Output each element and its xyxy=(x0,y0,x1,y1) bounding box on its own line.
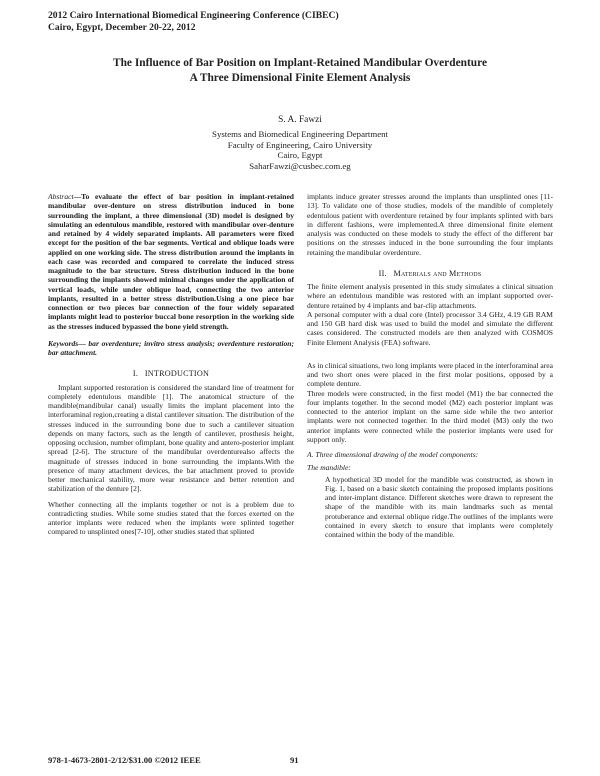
methods-paragraph-2: A personal computer with a dual core (Intel) processor 3.4 GHz, 4.19 GB RAM and 150 GB hard disk was used to build the model and simulate the different cases considered. The constructed models are then analyzed with COSMOS Finite Element Analysis (FEA) software. xyxy=(307,309,553,347)
mandible-paragraph: A hypothetical 3D model for the mandible was constructed, as shown in Fig. 1, based on a basic sketch containing the proposed implants positions and inter-implant distance. Different sketches were drawn to represent the shape of the mandible with its main landmarks such as mental protuberance and external oblique ridge.The outlines of the implants were contained in every sketch to ensure that implants were completely contained within the body of the mandible. xyxy=(325,474,553,539)
right-paragraph-1: implants induce greater stresses around the implants than unsplinted ones [11-13]. To validate one of those studies, models of the mandible of completely edentulous patient with overdenture retained by four implants splinted with bars in different fashions, were implemented.A three dimensional finite element analysis was conducted on these models to study the effect of the different bar positions on the stresses induced in the bone surrounding the four implants retaining the mandibular overdenture. xyxy=(307,192,553,257)
author-email: SaharFawzi@cusbec.com.eg xyxy=(249,160,351,171)
abstract xyxy=(48,192,294,331)
footer-isbn: 978-1-4673-2801-2/12/$31.00 ©2012 IEEE xyxy=(48,755,201,765)
heading-text: Materials and Methods xyxy=(393,268,482,278)
intro-paragraph-1: Implant supported restoration is considered the standard line of treatment for completely edentulous mandible [1]. The anatomical structure of the mandible(mandibular canal) usually limits the implant placement into the interforaminal region,creating a distal cantilever situation. The distribution of the stresses induced in the surrounding bone due to such a cantilever situation depends on many factors, such as the length of cantilever, prosthesis height, opposing occlusion, number ofimplant, bone quality and antero-posterior implant spread [2-6]. The structure of the mandibular overdenturealso affects the magnitude of stresses induced in bone surrounding the implants.With the presence of many attachment devices, the bar attachment proved to provide better mechanical stability, more wear resistance and better retention and stabilization of the denture [2]. xyxy=(48,382,294,494)
author-block xyxy=(0,115,600,171)
right-column xyxy=(307,192,553,539)
methods-paragraph-3: As in clinical situations, two long implants were placed in the interforaminal area and two short ones were placed in the first molar positions, opposed by a complete denture. xyxy=(307,360,553,389)
subsection-heading-a: A. Three dimensional drawing of the model components: xyxy=(307,450,479,459)
conference-location: Cairo, Egypt, December 20-22, 2012 xyxy=(48,22,196,33)
page-number: 91 xyxy=(290,755,299,765)
author-faculty: Faculty of Engineering, Cairo University xyxy=(227,139,373,150)
author-name: S. A. Fawzi xyxy=(278,115,322,125)
author-department: Systems and Biomedical Engineering Department xyxy=(212,129,388,140)
heading-number: II. xyxy=(378,268,387,278)
intro-paragraph-2: Whether connecting all the implants together or not is a problem due to contradicting studies. While some studies stated that the forces exerted on the anterior implants were reduced when the implants were splinted together compared to unsplinted ones[7-10], other studies stated that splinted xyxy=(48,499,294,537)
paper-title xyxy=(0,56,600,85)
conference-header xyxy=(48,10,339,34)
methods-paragraph-4: Three models were constructed, in the first model (M1) the bar connected the four implants together. In the second model (M2) each posterior implant was connected to the anterior implant on the same side while the two anterior implants were not connected together. In the third model (M3) only the two anterior implants were connected while the posterior implants were used for support only. xyxy=(307,388,553,444)
methods-paragraph-1: The finite element analysis presented in this study simulates a clinical situation where an edentulous mandible was restored with an implant supported over-denture retained by 4 implants and bar-clip attachments. xyxy=(307,282,553,310)
heading-text: INTRODUCTION xyxy=(144,369,210,379)
section-heading-methods xyxy=(307,269,553,278)
conference-name: 2012 Cairo International Biomedical Engineering Conference (CIBEC) xyxy=(48,10,339,21)
heading-number: I. xyxy=(132,369,139,379)
abstract-text: —To evaluate the effect of bar position in implant-retained mandibular over-denture on stress distribution induced in bone surrounding the implant, a three dimensional (3D) model is designed by simulating an edentulous mandible, restored with mandibular over-denture and retained by 4 widely separated implants. All parameters were fixed except for the position of the bar segments. Vertical and oblique loads were applied on one working side. The stress distribution around the implants in each case was recorded and compared to correlate the induced stress magnitude to the bar structure. Stress distribution induced in the bone surrounding the implants showed minimal changes under the application of vertical loads, while under oblique load, connecting the two anterior implants, resulted in a better stress distribution.Using a one piece bar connection or two pieces bar connection of the four widely separated implants might lead to posterior buccal bone resorption in the working side as the stresses induced bypassed the bone yield strength. xyxy=(48,192,294,331)
left-column xyxy=(48,192,294,537)
title-line-2: A Three Dimensional Finite Element Analysis xyxy=(189,71,411,84)
subsubsection-heading-mandible: The mandible: xyxy=(307,463,351,473)
author-city: Cairo, Egypt xyxy=(277,150,323,161)
title-line-1: The Influence of Bar Position on Implant-Retained Mandibular Overdenture xyxy=(112,57,488,69)
section-heading-introduction xyxy=(48,369,294,378)
abstract-label: Abstract xyxy=(48,192,74,201)
keywords: Keywords— bar overdenture; invitro stress analysis; overdenture restoration; bar attachment. xyxy=(48,338,294,357)
